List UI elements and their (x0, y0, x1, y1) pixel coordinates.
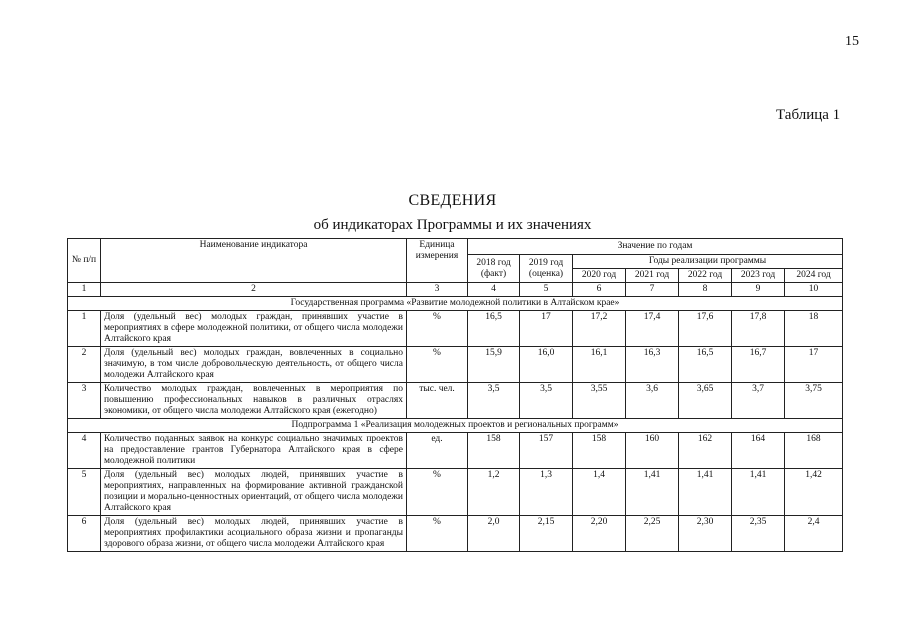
value-cell: 15,9 (468, 347, 520, 383)
value-cell: 1,2 (468, 469, 520, 516)
value-cell: 2,15 (520, 516, 573, 552)
column-number: 1 (68, 283, 101, 297)
section-title: Государственная программа «Развитие молодежной политики в Алтайском крае» (68, 297, 843, 311)
unit-cell: тыс. чел. (407, 383, 468, 419)
value-cell: 3,55 (573, 383, 626, 419)
column-number: 4 (468, 283, 520, 297)
column-number: 9 (732, 283, 785, 297)
value-cell: 1,41 (732, 469, 785, 516)
table-row (68, 516, 843, 552)
value-cell: 3,75 (785, 383, 843, 419)
table-row (68, 433, 843, 469)
value-cell: 160 (626, 433, 679, 469)
header-num: № п/п (68, 239, 101, 283)
value-cell: 16,7 (732, 347, 785, 383)
value-cell: 2,25 (626, 516, 679, 552)
column-number: 5 (520, 283, 573, 297)
value-cell: 1,41 (626, 469, 679, 516)
unit-cell: % (407, 516, 468, 552)
column-number: 8 (679, 283, 732, 297)
value-cell: 17,2 (573, 311, 626, 347)
indicator-name: Доля (удельный вес) молодых людей, принявших участие в мероприятиях, направленных на формирование активной гражданской позиции и морально-ценностных ориентаций, от общего числа молодежи Алтайского края (101, 469, 407, 516)
section-row (68, 297, 843, 311)
indicator-name: Доля (удельный вес) молодых граждан, принявших участие в мероприятиях в сфере молодежной политики, от общего числа молодежи Алтайского края (101, 311, 407, 347)
page-number: 15 (845, 34, 859, 49)
value-cell: 157 (520, 433, 573, 469)
header-2023: 2023 год (732, 269, 785, 283)
header-2022: 2022 год (679, 269, 732, 283)
value-cell: 16,0 (520, 347, 573, 383)
unit-cell: % (407, 469, 468, 516)
indicators-table (67, 238, 843, 552)
indicator-name: Количество поданных заявок на конкурс социально значимых проектов на предоставление грантов Губернатора Алтайского края в сфере молодежной политики (101, 433, 407, 469)
column-number: 6 (573, 283, 626, 297)
indicator-name: Количество молодых граждан, вовлеченных в мероприятия по повышению профессиональных навыков в различных отраслях экономики, от общего числа молодежи Алтайского края (ежегодно) (101, 383, 407, 419)
value-cell: 16,5 (468, 311, 520, 347)
value-cell: 1,42 (785, 469, 843, 516)
value-cell: 17 (520, 311, 573, 347)
value-cell: 3,5 (468, 383, 520, 419)
header-2021: 2021 год (626, 269, 679, 283)
section-row (68, 419, 843, 433)
header-2018: 2018 год (факт) (468, 255, 520, 283)
header-2024: 2024 год (785, 269, 843, 283)
unit-cell: % (407, 311, 468, 347)
value-cell: 158 (468, 433, 520, 469)
value-cell: 18 (785, 311, 843, 347)
row-num: 6 (68, 516, 101, 552)
header-2019: 2019 год (оценка) (520, 255, 573, 283)
column-numbers-row (68, 283, 843, 297)
header-values: Значение по годам (468, 239, 843, 255)
value-cell: 17,8 (732, 311, 785, 347)
header-program-years: Годы реализации программы (573, 255, 843, 269)
value-cell: 1,41 (679, 469, 732, 516)
row-num: 4 (68, 433, 101, 469)
value-cell: 16,1 (573, 347, 626, 383)
table-label: Таблица 1 (776, 107, 841, 123)
indicator-name: Доля (удельный вес) молодых людей, принявших участие в мероприятиях профилактики асоциального образа жизни и пропаганды здорового образа жизни, от общего числа молодежи Алтайского края (101, 516, 407, 552)
table-row (68, 469, 843, 516)
value-cell: 1,3 (520, 469, 573, 516)
row-num: 2 (68, 347, 101, 383)
table-row (68, 347, 843, 383)
value-cell: 2,20 (573, 516, 626, 552)
value-cell: 162 (679, 433, 732, 469)
value-cell: 2,0 (468, 516, 520, 552)
column-number: 7 (626, 283, 679, 297)
indicator-name: Доля (удельный вес) молодых граждан, вовлеченных в социально значимую, в том числе добровольческую деятельность, от общего числа молодежи Алтайского края (101, 347, 407, 383)
document-title: СВЕДЕНИЯ (408, 192, 497, 209)
header-unit: Единица измерения (407, 239, 468, 283)
value-cell: 3,6 (626, 383, 679, 419)
value-cell: 2,30 (679, 516, 732, 552)
value-cell: 164 (732, 433, 785, 469)
value-cell: 3,65 (679, 383, 732, 419)
unit-cell: % (407, 347, 468, 383)
section-title: Подпрограмма 1 «Реализация молодежных проектов и региональных программ» (68, 419, 843, 433)
document-subtitle: об индикаторах Программы и их значениях (313, 217, 592, 233)
column-number: 10 (785, 283, 843, 297)
header-name: Наименование индикатора (101, 239, 407, 283)
value-cell: 17,4 (626, 311, 679, 347)
value-cell: 16,3 (626, 347, 679, 383)
column-number: 3 (407, 283, 468, 297)
header-2020: 2020 год (573, 269, 626, 283)
value-cell: 2,4 (785, 516, 843, 552)
value-cell: 16,5 (679, 347, 732, 383)
table-row (68, 383, 843, 419)
value-cell: 168 (785, 433, 843, 469)
table-row (68, 311, 843, 347)
value-cell: 17 (785, 347, 843, 383)
value-cell: 2,35 (732, 516, 785, 552)
row-num: 1 (68, 311, 101, 347)
unit-cell: ед. (407, 433, 468, 469)
value-cell: 158 (573, 433, 626, 469)
value-cell: 3,7 (732, 383, 785, 419)
value-cell: 17,6 (679, 311, 732, 347)
row-num: 3 (68, 383, 101, 419)
value-cell: 1,4 (573, 469, 626, 516)
row-num: 5 (68, 469, 101, 516)
value-cell: 3,5 (520, 383, 573, 419)
column-number: 2 (101, 283, 407, 297)
